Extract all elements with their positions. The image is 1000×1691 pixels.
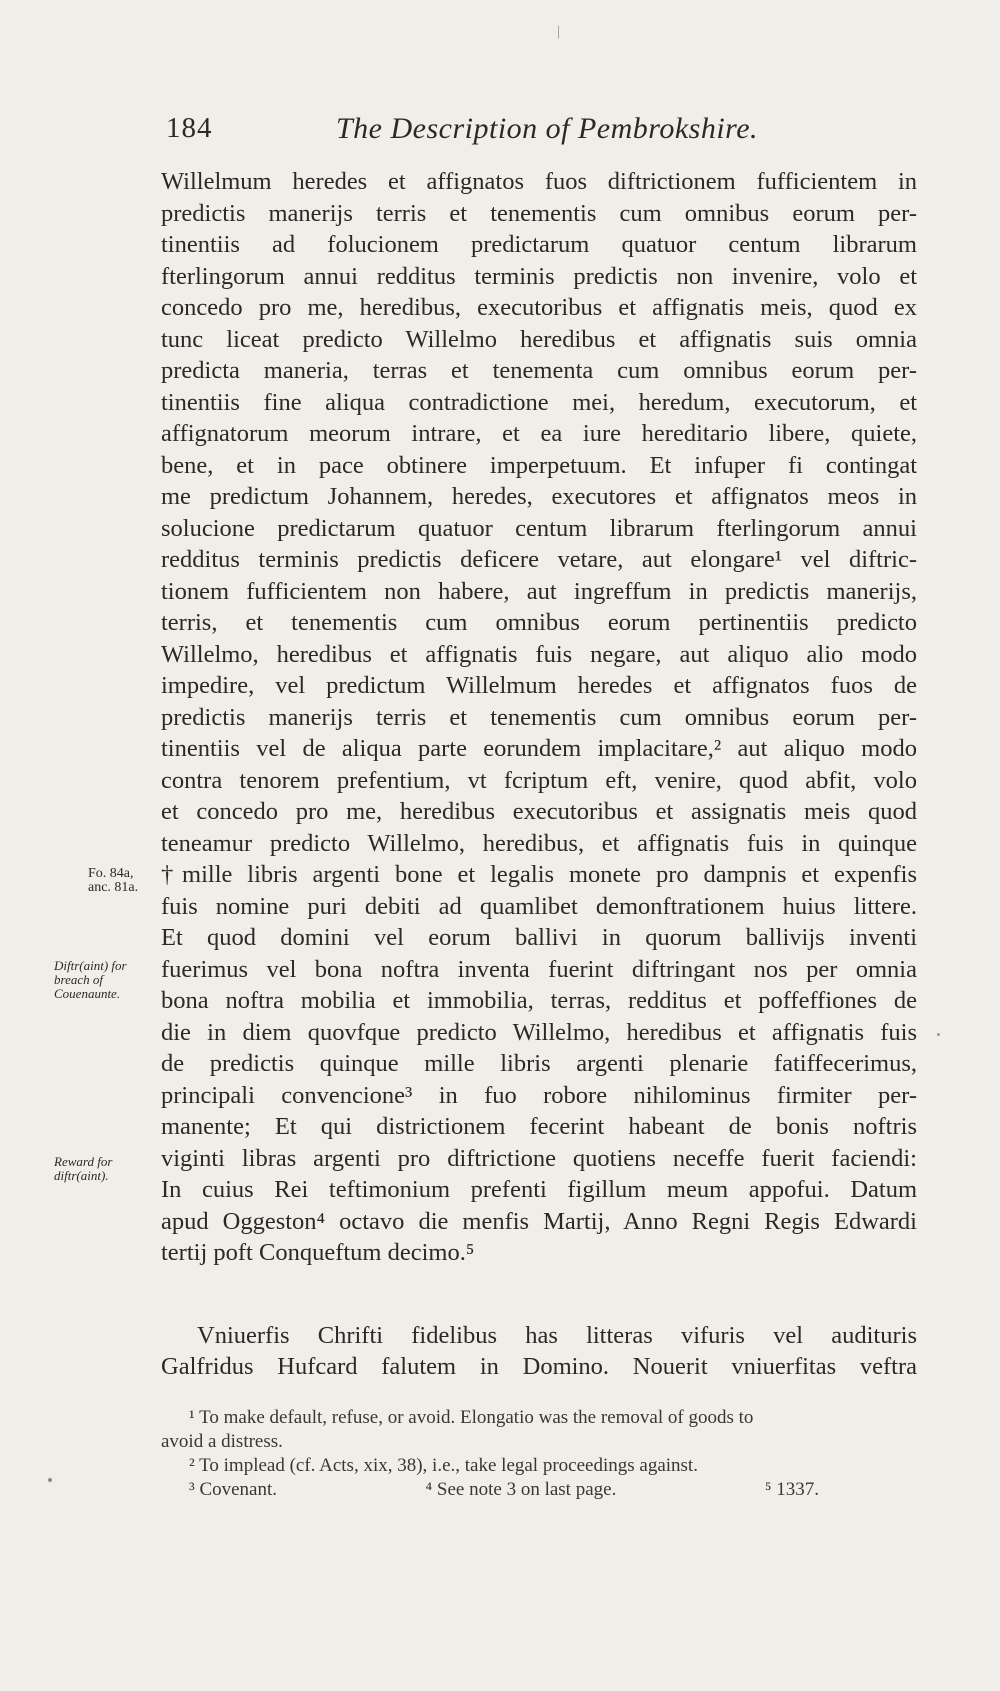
text-line: tionem fufficientem non habere, aut ingreffum in predictis manerijs, [161,577,917,605]
text-line: tinentiis fine aliqua contradictione mei, heredum, executorum, et [161,388,917,416]
text-line: tinentiis vel de aliqua parte eorundem implacitare,² aut aliquo modo [161,735,917,762]
text-line: fterlingorum annui redditus terminis predictis non invenire, volo et [161,262,917,290]
text-line: bona noftra mobilia et immobilia, terras, redditus et poffeffiones de [161,987,917,1014]
footnote-4: ⁴ See note 3 on last page. [425,1479,617,1500]
text-line: die in diem quovfque predicto Willelmo, heredibus et affignatis fuis [161,1018,917,1046]
ink-speck [937,1033,940,1036]
text-line: predictis manerijs terris et tenementis cum omnibus eorum per- [161,703,917,731]
footnote-1-continued: avoid a distress. [161,1431,283,1452]
text-line: fuis nomine puri debiti ad quamlibet demonftrationem huius littere. [161,892,917,920]
text-line: tertij poft Conqueftum decimo.⁵ [161,1239,475,1266]
text-line: terris, et tenementis cum omnibus eorum pertinentiis predicto [161,609,917,636]
text-line: concedo pro me, heredibus, executoribus et affignatis meis, quod ex [161,294,917,321]
page-number: 184 [166,112,213,144]
header-title: The Description of Pembrokshire. [336,112,759,145]
text-line: In cuius Rei teftimonium prefenti figillum meum appofui. Datum [161,1176,917,1203]
text-line: bene, et in pace obtinere imperpetuum. Et infuper fi contingat [161,451,917,479]
margin-note-folio: Fo. 84a, anc. 81a. [88,866,139,895]
text-line: Vniuerfis Chrifti fidelibus has litteras vifuris vel audituris [197,1321,917,1349]
text-line: fuerimus vel bona noftra inventa fuerint diftringant nos per omnia [161,955,917,983]
text-line: et concedo pro me, heredibus executoribus et assignatis meis quod [161,798,917,825]
text-line: †mille libris argenti bone et legalis monete pro dampnis et expenfis [161,861,917,888]
text-line: impedire, vel predictum Willelmum heredes et affignatos fuos de [161,672,917,699]
text-line: predicta maneria, terras et tenementa cum omnibus eorum per- [161,357,917,384]
text-line: manente; Et qui districtionem fecerint habeant de bonis noftris [161,1113,917,1140]
footnote-5: ⁵ 1337. [764,1479,819,1500]
running-head [160,112,920,148]
footnote-3: ³ Covenant. [189,1479,278,1500]
text-line: viginti libras argenti pro diftrictione quotiens neceffe fuerit faciendi: [161,1144,917,1172]
text-line: affignatorum meorum intrare, et ea iure hereditario libere, quiete, [161,420,917,447]
footnotes [161,1406,917,1502]
footnote-1: ¹ To make default, refuse, or avoid. Elongatio was the removal of goods to [189,1407,754,1428]
text-line: tinentiis ad folucionem predictarum quatuor centum librarum [161,231,917,258]
text-line: solucione predictarum quatuor centum librarum fterlingorum annui [161,514,917,542]
text-line: principali convencione³ in fuo robore nihilominus firmiter per- [161,1081,917,1109]
body-text [161,166,917,1383]
text-line: Willelmum heredes et affignatos fuos diftrictionem fufficientem in [161,168,917,195]
margin-note-reward: Reward for diftr(aint). [54,1154,113,1183]
text-line: predictis manerijs terris et tenementis cum omnibus eorum per- [161,199,917,227]
text-line: Et quod domini vel eorum ballivi in quorum ballivijs inventi [161,924,917,951]
stray-pen-mark: / [552,21,564,43]
margin-note-distraint: Diftr(aint) for breach of Couenaunte. [54,958,127,1001]
footnote-2: ² To implead (cf. Acts, xix, 38), i.e., take legal proceedings against. [189,1455,698,1476]
text-line: Galfridus Hufcard falutem in Domino. Nouerit vniuerfitas veftra [161,1353,917,1380]
text-line: Willelmo, heredibus et affignatis fuis negare, aut aliquo alio modo [161,640,917,668]
footnote-row [161,1478,819,1502]
text-line: teneamur predicto Willelmo, heredibus, et affignatis fuis in quinque [161,829,917,857]
text-line: redditus terminis predictis deficere vetare, aut elongare¹ vel diftric- [161,546,917,573]
text-line: tunc liceat predicto Willelmo heredibus et affignatis suis omnia [161,325,917,353]
ink-speck [48,1478,52,1482]
text-line: me predictum Johannem, heredes, executores et affignatos meos in [161,483,917,510]
text-line: contra tenorem prefentium, vt fcriptum eft, venire, quod abfit, volo [161,766,917,794]
text-line: apud Oggeston⁴ octavo die menfis Martij, Anno Regni Regis Edwardi [161,1207,917,1235]
text-line: de predictis quinque mille libris argenti plenarie fatiffecerimus, [161,1050,917,1077]
